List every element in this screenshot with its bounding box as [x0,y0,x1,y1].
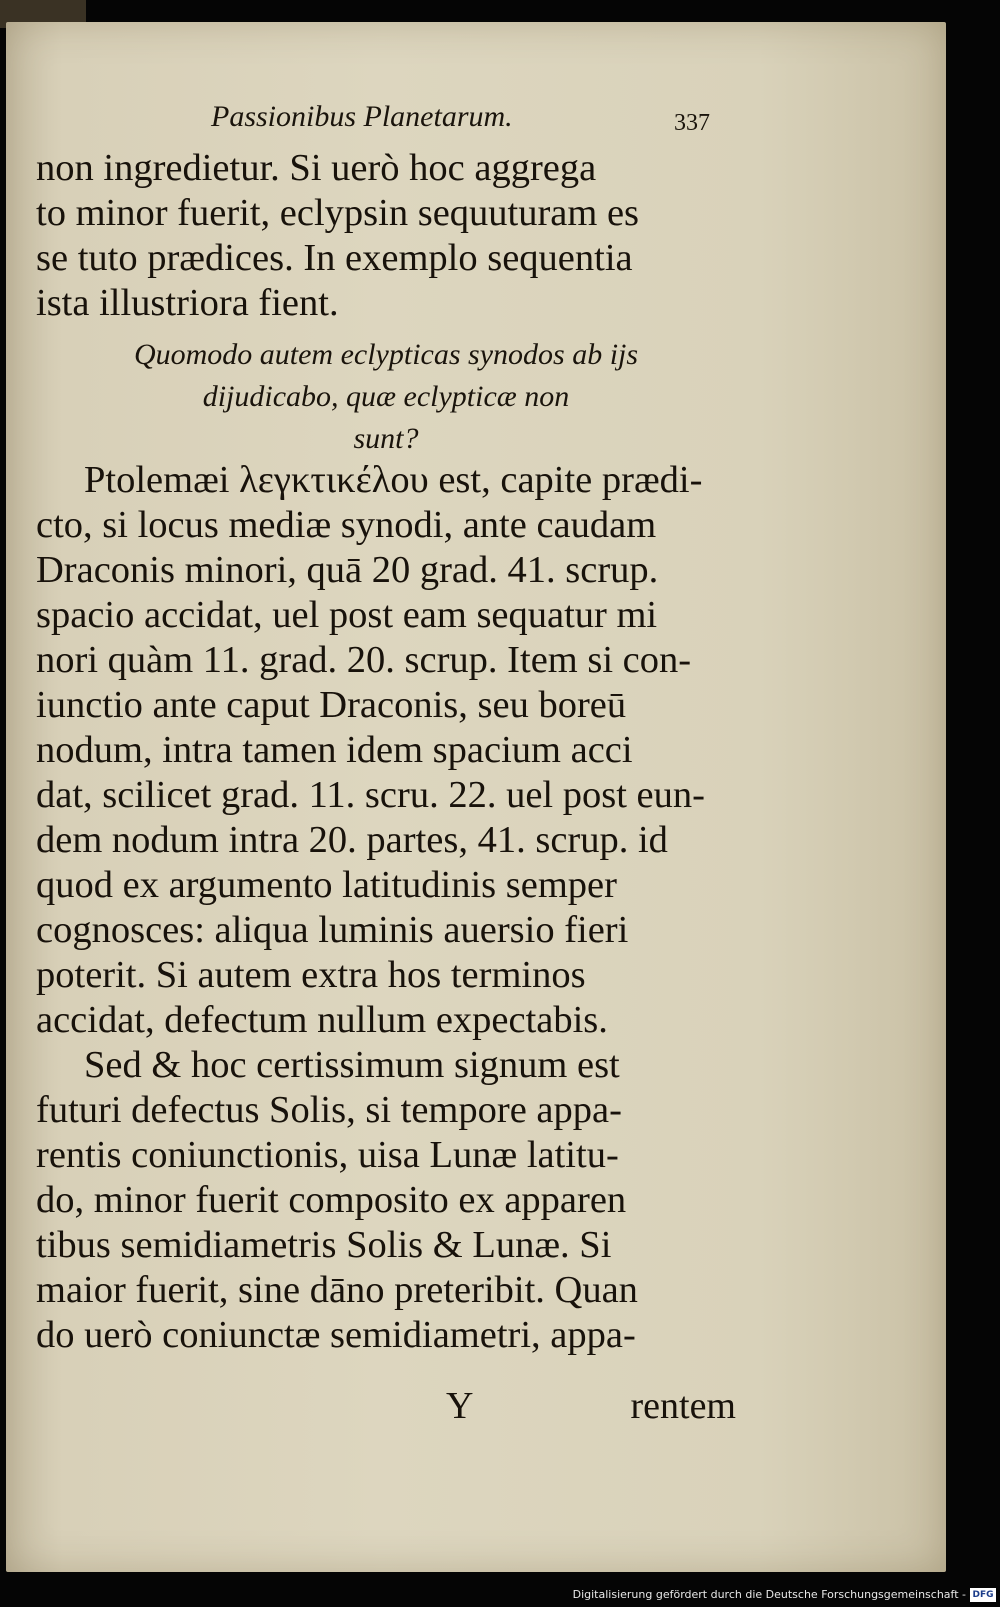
text-line: se tuto prædices. In exemplo sequentia [36,237,633,279]
text-line: poterit. Si autem extra hos terminos [36,954,586,996]
text-line: ista illustriora fient. [36,282,339,324]
heading-line: sunt? [353,422,419,455]
dfg-logo: DFG [970,1588,996,1602]
text-line: accidat, defectum nullum expectabis. [36,999,608,1041]
signature-mark: Y [446,1385,474,1427]
text-line: dem nodum intra 20. partes, 41. scrup. id [36,819,668,861]
text-line: nori quàm 11. grad. 20. scrup. Item si con- [36,639,692,681]
text-line: Ptolemæi λεγκτικέλου est, capite prædi- [84,459,703,501]
heading-line: Quomodo autem eclypticas synodos ab ijs [133,338,639,371]
digitization-credit: Digitalisierung gefördert durch die Deutsche Forschungsgemeinschaft - [572,1588,966,1601]
paragraph-3 [36,1043,736,1358]
running-head: Passionibus Planetarum. [211,100,513,133]
text-line: cognosces: aliqua luminis auersio fieri [36,909,629,951]
text-line: maior fuerit, sine dāno preteribit. Quan [36,1269,638,1311]
text-line: dat, scilicet grad. 11. scru. 22. uel post eun- [36,774,705,816]
text-line: tibus semidiametris Solis & Lunæ. Si [36,1224,612,1266]
text-line: do uerò coniunctæ semidiametri, appa- [36,1314,636,1356]
text-line: quod ex argumento latitudinis semper [36,864,617,906]
paragraph-1 [36,146,736,326]
text-line: do, minor fuerit composito ex apparen [36,1179,627,1221]
page-foot [36,1384,736,1434]
text-line: to minor fuerit, eclypsin sequuturam es [36,192,640,234]
text-line: Sed & hoc certissimum signum est [84,1044,620,1086]
text-line: non ingredietur. Si uerò hoc aggrega [36,147,597,189]
text-line: iunctio ante caput Draconis, seu boreū [36,684,627,726]
text-line: Draconis minori, quā 20 grad. 41. scrup. [36,549,659,591]
text-line: rentis coniunctionis, uisa Lunæ latitu- [36,1134,619,1176]
heading-line: dijudicabo, quæ eclypticæ non [202,380,570,413]
text-line: cto, si locus mediæ synodi, ante caudam [36,504,657,546]
text-line: futuri defectus Solis, si tempore appa- [36,1089,622,1131]
paragraph-2 [36,458,736,1043]
text-line: spacio accidat, uel post eam sequatur mi [36,594,658,636]
page-number: 337 [674,110,710,136]
catchword: rentem [630,1385,736,1427]
section-heading [36,334,736,460]
book-page [6,22,946,1572]
text-line: nodum, intra tamen idem spacium acci [36,729,633,771]
